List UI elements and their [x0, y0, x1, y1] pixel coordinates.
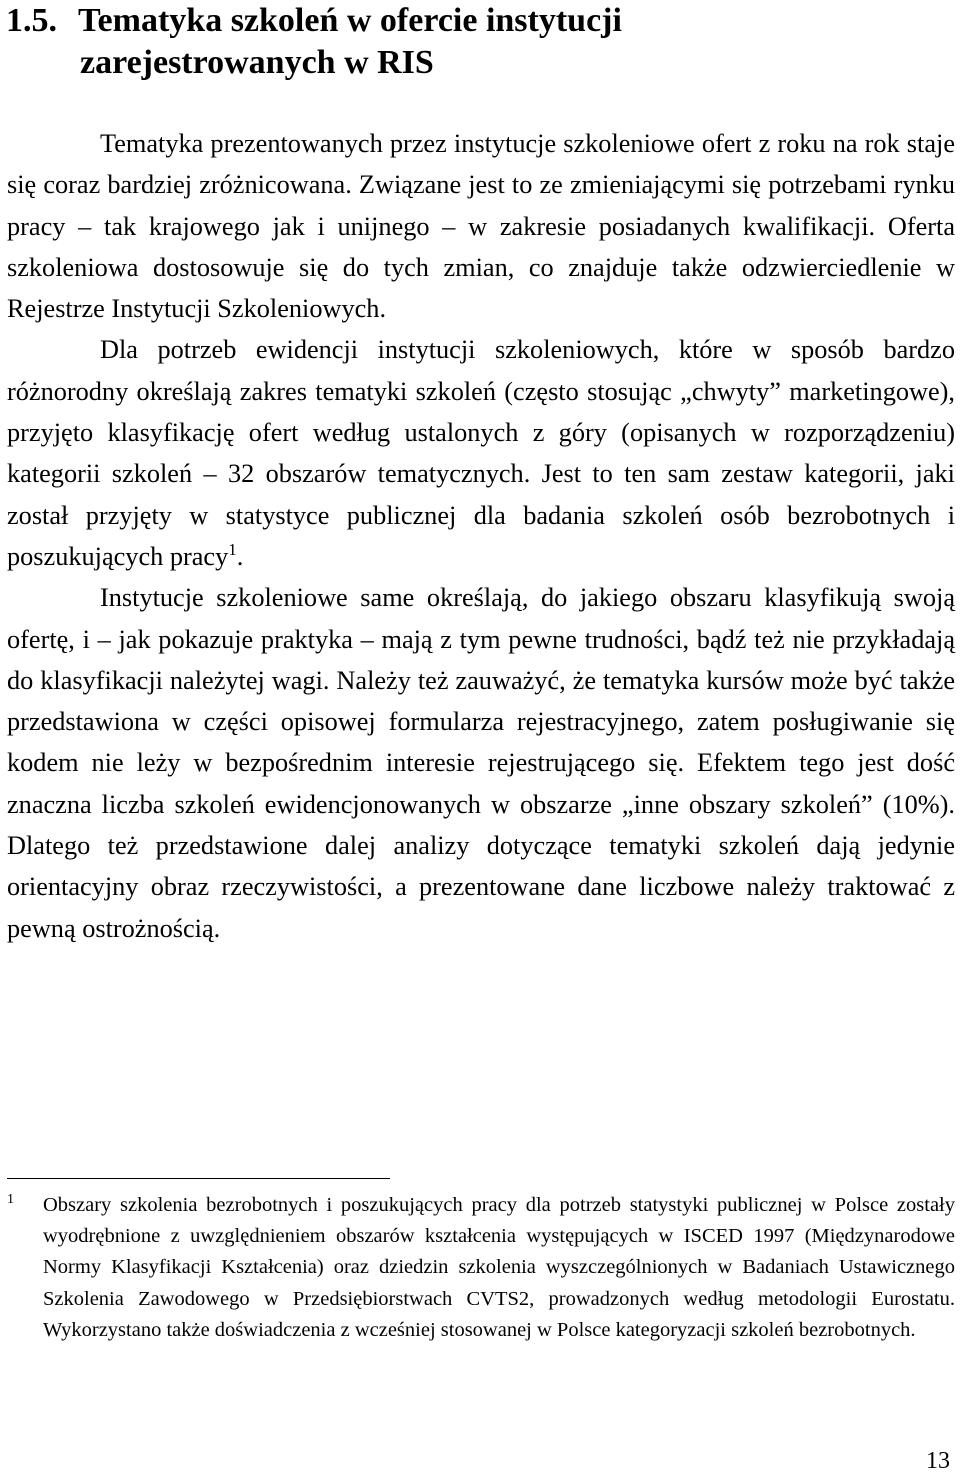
paragraph-2-end: . — [236, 541, 244, 571]
section-title-line-1: Tematyka szkoleń w ofercie instytucji — [78, 2, 622, 39]
page-number: 13 — [926, 1448, 950, 1474]
paragraph-3: Instytucje szkoleniowe same określają, do jakiego obszaru klasyfikują swoją ofertę, i – jak pokazuje praktyka – mają z tym pewne trudności, bądź też nie przykładają do klasyfikacji należytej wagi. Należy też zauważyć, że tematyka kursów może być także przedstawiona w części opisowej formularza rejestracyjnego, zatem posługiwanie się kodem nie leży w bezpośrednim interesie rejestrującego się. Efektem tego jest dość znaczna liczba szkoleń ewidencjonowanych w obszarze „inne obszary szkoleń” (10%). Dlatego też przedstawione dalej analizy dotyczące tematyki szkoleń dają jedynie orientacyjny obraz rzeczywistości, a prezentowane dane liczbowe należy traktować z pewną ostrożnością. — [7, 583, 955, 943]
footnote-reference[interactable]: 1 — [228, 539, 237, 559]
paragraph-1: Tematyka prezentowanych przez instytucje szkoleniowe ofert z roku na rok staje się coraz bardziej zróżnicowana. Związane jest to ze zmieniającymi się potrzebami rynku pracy – tak krajowego jak i unijnego – w zakresie posiadanych kwalifikacji. Oferta szkoleniowa dostosowuje się do tych zmian, co znajduje także odzwierciedlenie w Rejestrze Instytucji Szkoleniowych. — [7, 129, 955, 324]
section-number: 1.5. — [6, 2, 57, 39]
section-heading — [6, 0, 936, 84]
section-title-line-2: zarejestrowanych w RIS — [80, 44, 434, 81]
footnote-separator — [7, 1178, 390, 1179]
footnote-text: Obszary szkolenia bezrobotnych i poszukujących pracy dla potrzeb statystyki publicznej w Polsce zostały wyodrębnione z uwzględnieniem obszarów kształcenia występujących w ISCED 1997 (Międzynarodowe Normy Klasyfikacji Kształcenia) oraz dziedzin szkolenia wyszczególnionych w Badaniach Ustawicznego Szkolenia Zawodowego w Przedsiębiorstwach CVTS2, prowadzonych według metodologii Eurostatu. Wykorzystano także doświadczenia z wcześniej stosowanej w Polsce kategoryzacji szkoleń bezrobotnych. — [43, 1194, 955, 1341]
footnote — [7, 1190, 955, 1346]
paragraph-2-text: Dla potrzeb ewidencji instytucji szkoleniowych, które w sposób bardzo różnorodny określają zakres tematyki szkoleń (często stosując „chwyty” marketingowe), przyjęto klasyfikację ofert według ustalonych z góry (opisanych w rozporządzeniu) kategorii szkoleń – 32 obszarów tematycznych. Jest to ten sam zestaw kategorii, jaki został przyjęty w statystyce publicznej dla badania szkoleń osób bezrobotnych i poszukujących pracy — [7, 335, 955, 571]
body-text — [7, 123, 955, 949]
paragraph-2 — [7, 329, 955, 577]
footnote-number: 1 — [7, 1192, 14, 1207]
